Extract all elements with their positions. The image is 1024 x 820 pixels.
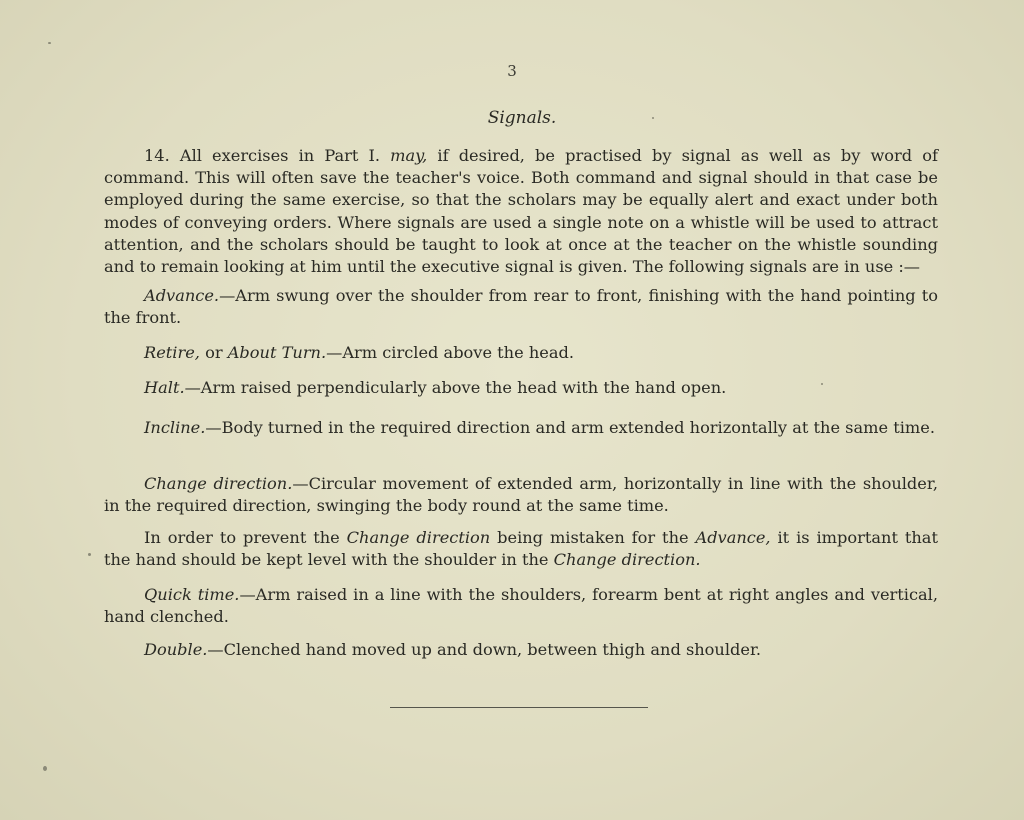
signal-description: —Arm circled above the head.	[326, 343, 574, 362]
paper-speck	[88, 553, 91, 556]
signal-term: Incline.	[144, 418, 206, 437]
section-heading: Signals.	[487, 108, 557, 128]
connector-word: or	[205, 343, 223, 362]
signal-term: Change direction.	[144, 474, 293, 493]
signal-term: About Turn.	[227, 343, 327, 362]
italic-term: may,	[390, 146, 428, 165]
signal-halt	[104, 377, 938, 399]
signal-double	[104, 639, 938, 661]
signal-term: Halt.	[144, 378, 185, 397]
signal-incline	[104, 417, 938, 439]
paragraph-number: 14.	[144, 146, 170, 165]
italic-term: Change direction	[346, 528, 491, 547]
paragraph-14	[104, 145, 938, 278]
signal-description: —Body turned in the required direction and arm extended horizontally at the same time.	[205, 418, 935, 437]
signal-description: —Arm swung over the shoulder from rear to front, finishing with the hand pointing to the front.	[104, 286, 938, 328]
paragraph-text: All exercises in Part I.	[179, 146, 381, 165]
signal-description: —Arm raised perpendicularly above the head with the hand open.	[184, 378, 727, 397]
signal-term: Retire,	[144, 343, 200, 362]
italic-term: Advance,	[695, 528, 771, 547]
note-text: In order to prevent the	[144, 528, 340, 547]
signal-retire	[104, 342, 938, 364]
signal-description: —Clenched hand moved up and down, between thigh and shoulder.	[207, 640, 762, 659]
signal-advance	[104, 285, 938, 329]
signal-quick-time	[104, 584, 938, 628]
change-direction-note	[104, 527, 938, 571]
note-text: being mistaken for the	[497, 528, 689, 547]
paper-speck	[48, 42, 51, 44]
paper-speck	[43, 766, 47, 771]
signal-term: Double.	[144, 640, 208, 659]
signal-term: Quick time.	[144, 585, 240, 604]
section-divider	[390, 707, 648, 708]
page-number: 3	[507, 62, 517, 80]
italic-term: Change direction.	[553, 550, 701, 570]
signal-description: —Arm raised in a line with the shoulders, forearm bent at right angles and vertical, hand clenched.	[104, 585, 939, 627]
signal-description: —Circular movement of extended arm, horizontally in line with the shoulder, in the required direction, swinging the body round at the same time.	[104, 474, 938, 516]
paper-speck	[821, 383, 823, 385]
note-text: it is important that the hand should be kept level with the shoulder in the	[104, 528, 938, 570]
paragraph-text: if desired, be practised by signal as well as by word of command. This will often save the teacher's voice. Both command and signal should in that case be employed during the same exercise, so that the scholars may be equally alert and exact under both modes of conveying orders. Where signals are used a single note on a whistle will be used to attract attention, and the scholars should be taught to look at once at the teacher on the whistle sounding and to remain looking at him until the executive signal is given. The following signals are in use :—	[104, 146, 939, 277]
paper-speck	[652, 117, 654, 119]
signal-term: Advance.	[144, 286, 220, 305]
signal-change-direction	[104, 473, 938, 517]
